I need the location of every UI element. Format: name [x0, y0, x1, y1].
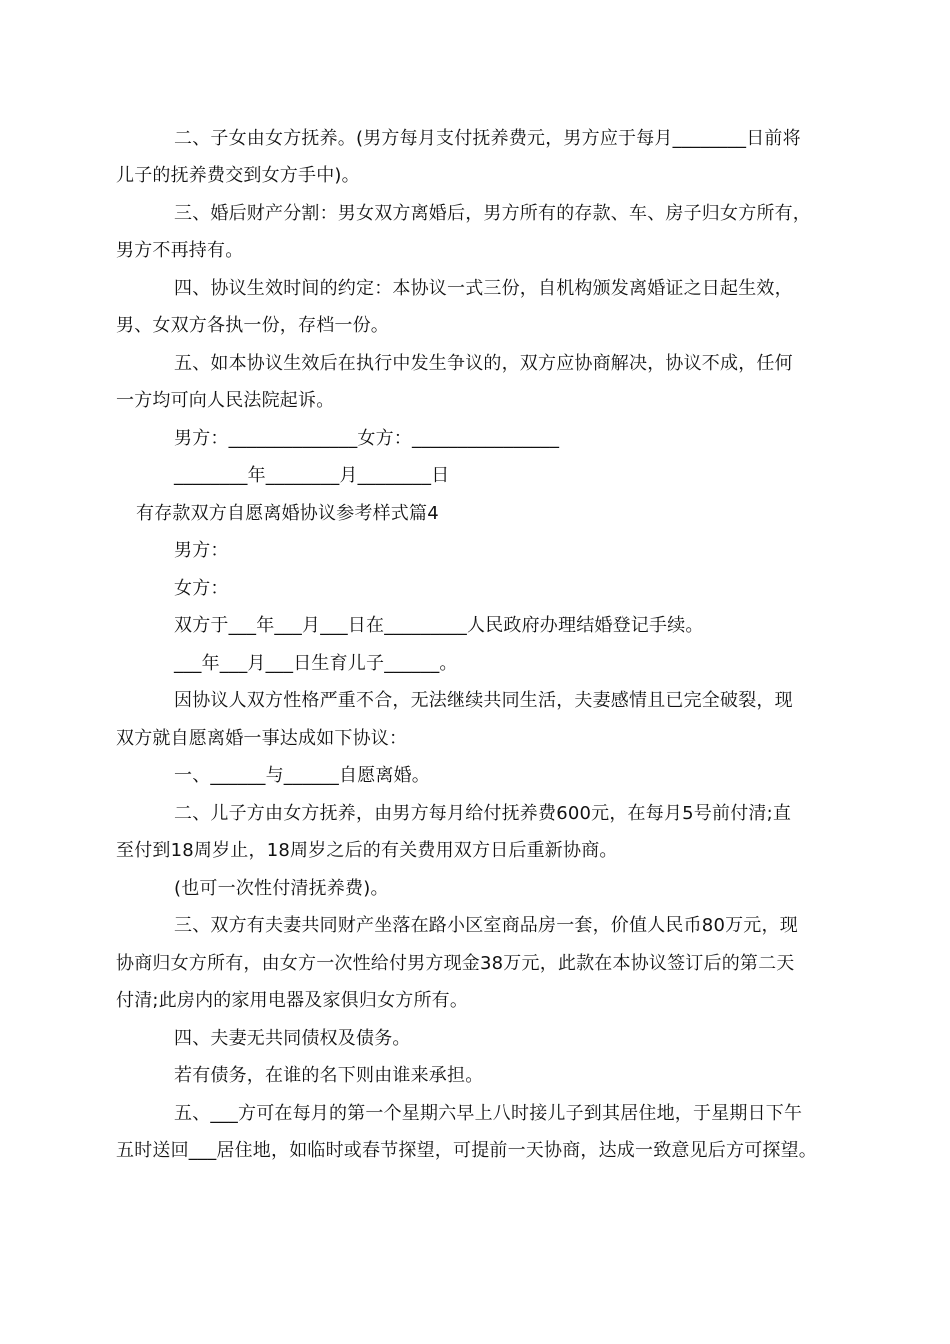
section-title: 有存款双方自愿离婚协议参考样式篇4: [136, 503, 439, 524]
term-3-line-2: 协商归女方所有，由女方一次性给付男方现金38万元，此款在本协议签订后的第二天: [116, 953, 795, 974]
signature-line: 男方：______________女方：________________: [174, 428, 560, 449]
clause-2-line-1: 二、子女由女方抚养。(男方每月支付抚养费元，男方应于每月________日前将: [174, 128, 801, 149]
clause-5-line-1: 五、如本协议生效后在执行中发生争议的，双方应协商解决，协议不成，任何: [174, 353, 793, 374]
clause-4-line-2: 男、女双方各执一份，存档一份。: [116, 315, 389, 336]
term-5-line-1: 五、___方可在每月的第一个星期六早上八时接儿子到其居住地，于星期日下午: [174, 1103, 803, 1124]
clause-2-line-2: 儿子的抚养费交到女方手中)。: [116, 165, 360, 186]
clause-3-line-1: 三、婚后财产分割：男女双方离婚后，男方所有的存款、车、房子归女方所有，: [174, 203, 811, 224]
term-3-line-1: 三、双方有夫妻共同财产坐落在路小区室商品房一套，价值人民币80万元，现: [174, 915, 798, 936]
clause-5-line-2: 一方均可向人民法院起诉。: [116, 390, 335, 411]
clause-3-line-2: 男方不再持有。: [116, 240, 244, 261]
term-3-line-3: 付清;此房内的家用电器及家俱归女方所有。: [116, 990, 469, 1011]
term-2-line-2: 至付到18周岁止，18周岁之后的有关费用双方日后重新协商。: [116, 840, 618, 861]
term-4-note: 若有债务，在谁的名下则由谁来承担。: [174, 1065, 484, 1086]
preamble-line-1: 因协议人双方性格严重不合，无法继续共同生活，夫妻感情且已完全破裂，现: [174, 690, 793, 711]
date-line: ________年________月________日: [174, 465, 450, 486]
child-birth-line: ___年___月___日生育儿子______。: [174, 653, 458, 674]
term-5-line-2: 五时送回___居住地，如临时或春节探望，可提前一天协商，达成一致意见后方可探望。: [116, 1140, 817, 1161]
preamble-line-2: 双方就自愿离婚一事达成如下协议：: [116, 728, 408, 749]
clause-4-line-1: 四、协议生效时间的约定：本协议一式三份，自机构颁发离婚证之日起生效，: [174, 278, 793, 299]
term-2-line-1: 二、儿子方由女方抚养，由男方每月给付抚养费600元，在每月5号前付清;直: [174, 803, 792, 824]
term-4-line: 四、夫妻无共同债权及债务。: [174, 1028, 411, 1049]
party-male: 男方：: [174, 540, 229, 561]
term-1-line: 一、______与______自愿离婚。: [174, 765, 430, 786]
party-female: 女方：: [174, 578, 229, 599]
term-2-note: (也可一次性付清抚养费)。: [174, 878, 389, 899]
marriage-registration-line: 双方于___年___月___日在_________人民政府办理结婚登记手续。: [174, 615, 704, 636]
